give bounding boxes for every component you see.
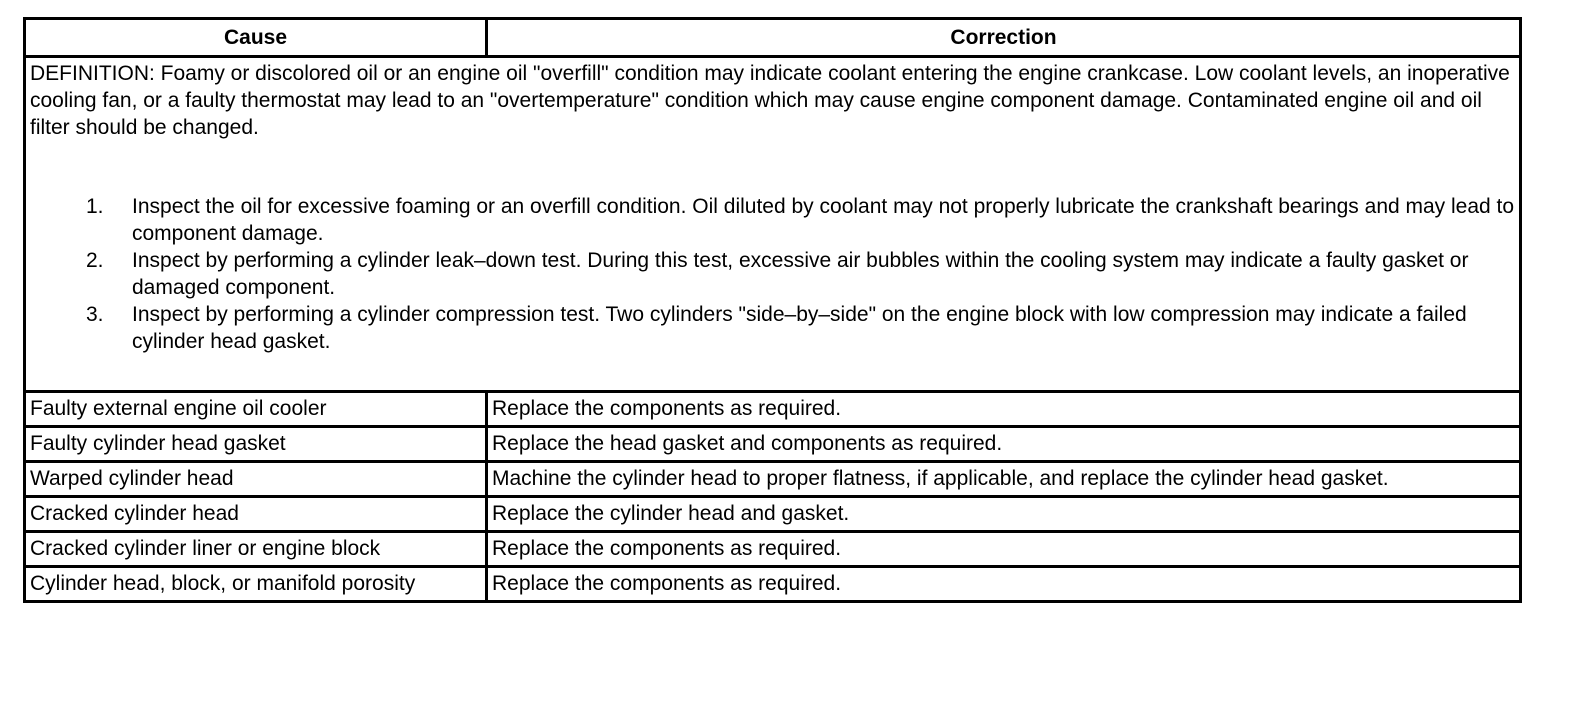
header-cause: Cause	[25, 19, 487, 57]
cause-cell: Faulty cylinder head gasket	[25, 427, 487, 462]
definition-row	[25, 57, 1521, 392]
table-row	[25, 532, 1521, 567]
table-row	[25, 462, 1521, 497]
cause-cell: Warped cylinder head	[25, 462, 487, 497]
correction-cell: Replace the cylinder head and gasket.	[487, 497, 1521, 532]
header-row	[25, 19, 1521, 57]
correction-cell: Replace the head gasket and components as required.	[487, 427, 1521, 462]
table-row	[25, 427, 1521, 462]
definition-text: DEFINITION: Foamy or discolored oil or an engine oil "overfill" condition may indicate coolant entering the engine crankcase. Low coolant levels, an inoperative cooling fan, or a faulty thermostat may lead to an "overtemperature" condition which may cause engine component damage. Contaminated engine oil and oil filter should be changed.	[30, 62, 1510, 139]
table-row	[25, 497, 1521, 532]
cause-cell: Faulty external engine oil cooler	[25, 392, 487, 427]
step-number: 3.	[86, 303, 104, 326]
step-text: Inspect by performing a cylinder compression test. Two cylinders "side–by–side" on the engine block with low compression may indicate a failed cylinder head gasket.	[132, 303, 1467, 353]
step-item	[30, 247, 1515, 301]
table-row	[25, 567, 1521, 602]
correction-cell: Replace the components as required.	[487, 532, 1521, 567]
step-item	[30, 301, 1515, 355]
cause-cell: Cracked cylinder head	[25, 497, 487, 532]
inspection-steps	[30, 193, 1515, 355]
step-text: Inspect by performing a cylinder leak–down test. During this test, excessive air bubbles within the cooling system may indicate a faulty gasket or damaged component.	[132, 249, 1469, 299]
step-item	[30, 193, 1515, 247]
step-number: 2.	[86, 249, 104, 272]
step-text: Inspect the oil for excessive foaming or an overfill condition. Oil diluted by coolant may not properly lubricate the crankshaft bearings and may lead to component damage.	[132, 195, 1515, 245]
correction-cell: Replace the components as required.	[487, 392, 1521, 427]
correction-cell: Machine the cylinder head to proper flatness, if applicable, and replace the cylinder head gasket.	[487, 462, 1521, 497]
table-row	[25, 392, 1521, 427]
step-number: 1.	[86, 195, 104, 218]
cause-cell: Cylinder head, block, or manifold porosity	[25, 567, 487, 602]
diagnostic-table	[23, 17, 1522, 603]
definition-cell	[25, 57, 1521, 392]
cause-cell: Cracked cylinder liner or engine block	[25, 532, 487, 567]
header-correction: Correction	[487, 19, 1521, 57]
correction-cell: Replace the components as required.	[487, 567, 1521, 602]
